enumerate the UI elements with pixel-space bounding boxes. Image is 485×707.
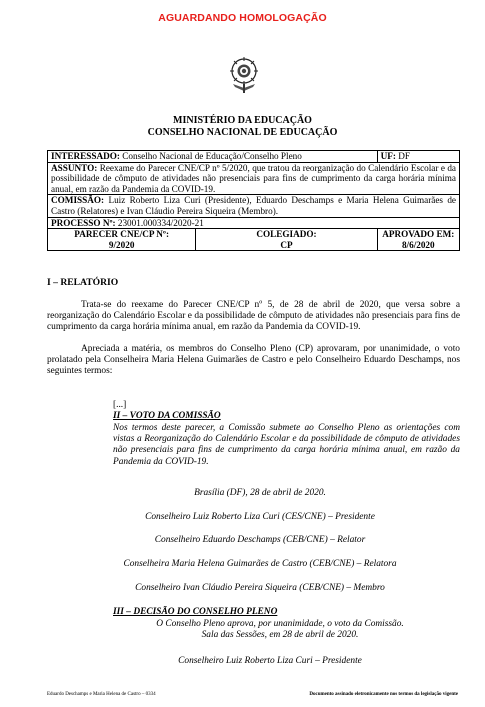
row-processo: [48, 217, 460, 229]
decisao-line-2: Sala das Sessões, em 28 de abril de 2020.: [201, 630, 359, 640]
voto-heading: II – VOTO DA COMISSÃO: [113, 411, 221, 421]
interessado-value: Conselho Nacional de Educação/Conselho Pleno: [122, 151, 302, 161]
signature-relatora: Conselheira Maria Helena Guimarães de Castro (CEB/CNE) – Relatora: [123, 559, 397, 569]
colegiado-label: COLEGIADO:: [256, 229, 317, 240]
uf-value: DF: [398, 151, 410, 161]
parecer-value: 9/2020: [108, 239, 135, 250]
council-name: CONSELHO NACIONAL DE EDUCAÇÃO: [147, 127, 338, 138]
processo-label: PROCESSO Nº:: [51, 217, 116, 228]
row-comissao: [48, 195, 460, 217]
relatorio-heading: I – RELATÓRIO: [47, 277, 119, 288]
quote-ellipsis: [...]: [113, 400, 127, 410]
parecer-label: PARECER CNE/CP Nº:: [74, 229, 170, 240]
colegiado-value: CP: [280, 239, 293, 250]
decisao-line-1: O Conselho Pleno aprova, por unanimidade, o voto da Comissão.: [156, 619, 404, 629]
document-header: [0, 115, 485, 139]
row-assunto: [48, 162, 460, 195]
uf-label: UF:: [380, 151, 396, 161]
decisao-heading: III – DECISÃO DO CONSELHO PLENO: [113, 607, 278, 617]
relatorio-body: [47, 300, 460, 377]
status-banner: AGUARDANDO HOMOLOGAÇÃO: [158, 12, 327, 24]
signature-presidente-final: Conselheiro Luiz Roberto Liza Curi – Presidente: [178, 656, 362, 666]
document-info-table: [47, 150, 460, 251]
signature-relator: Conselheiro Eduardo Deschamps (CEB/CNE) – Relator: [154, 535, 366, 545]
footer-signature-note: Documento assinado eletronicamente nos termos da legislação vigente: [309, 692, 458, 697]
comissao-label: COMISSÃO:: [51, 195, 105, 206]
coat-of-arms-icon: [227, 56, 261, 94]
signature-membro: Conselheiro Ivan Cláudio Pereira Siqueira (CEB/CNE) – Membro: [135, 583, 385, 593]
signature-presidente: Conselheiro Luiz Roberto Liza Curi (CES/CNE) – Presidente: [145, 512, 375, 522]
relatorio-paragraph-1: Trata-se do reexame do Parecer CNE/CP nº 5, de 28 de abril de 2020, que versa sobre a reorganização do Calendário Escolar e da possibilidade de cômputo de atividades não presenciais para fins de cumprimento da carga horária mínima anual, em razão da Pandemia da COVID-19.: [47, 300, 460, 333]
place-date: Brasília (DF), 28 de abril de 2020.: [194, 488, 326, 498]
relatorio-paragraph-2: Apreciada a matéria, os membros do Conselho Pleno (CP) aprovaram, por unanimidade, o voto prolatado pela Conselheira Maria Helena Guimarães de Castro e pelo Conselheiro Eduardo Deschamps, nos seguintes termos:: [47, 343, 460, 377]
assunto-label: ASSUNTO:: [51, 162, 98, 173]
voto-text: Nos termos deste parecer, a Comissão submete ao Conselho Pleno as orientações com vistas a Reorganização do Calendário Escolar e da possibilidade de cômputo de atividades não presenciais para fins de cumprimento da carga horária mínima anual, em razão da Pandemia da COVID-19.: [113, 423, 460, 467]
assunto-value: Reexame do Parecer CNE/CP nº 5/2020, que tratou da reorganização do Calendário Escolar e da possibilidade de cômputo de atividades não presenciais para fins de cumprimento da carga horária mínima anual, em razão da Pandemia da COVID-19.: [51, 162, 457, 194]
interessado-label: INTERESSADO:: [51, 151, 120, 161]
ministry-name: MINISTÉRIO DA EDUCAÇÃO: [173, 115, 312, 126]
row-parecer: [48, 229, 460, 251]
footer-authors: Eduardo Deschamps e Maria Helena de Castro – 0334: [47, 692, 156, 697]
row-interessado: [48, 151, 460, 163]
comissao-value: Luiz Roberto Liza Curi (Presidente), Eduardo Deschamps e Maria Helena Guimarães de Castro (Relatores) e Ivan Cláudio Pereira Siqueira (Membro).: [51, 195, 456, 216]
aprovado-value: 8/6/2020: [401, 239, 435, 250]
processo-value: 23001.000334/2020-21: [117, 217, 204, 228]
aprovado-label: APROVADO EM:: [382, 229, 455, 240]
